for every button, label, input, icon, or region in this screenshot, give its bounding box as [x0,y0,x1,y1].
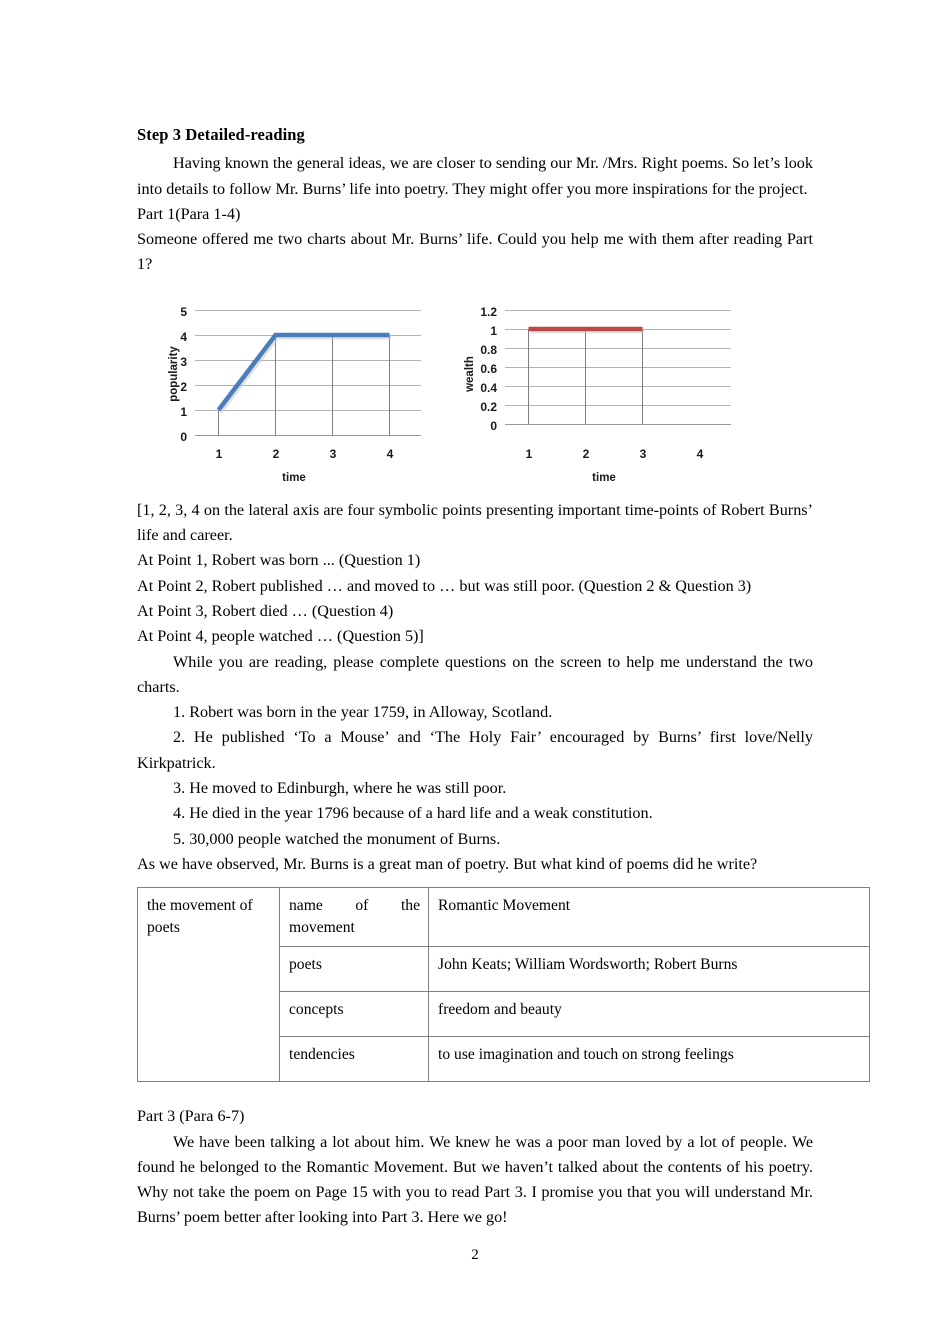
chart-wealth-ytick-0: 0 [490,418,497,433]
answer-item: 5. 30,000 people watched the monument of Burns. [173,829,501,848]
part3-paragraph: We have been talking a lot about him. We knew he was a poor man loved by a lot of people. We found he belonged to the Romantic Movement. But we haven’t talked about the contents of his poetry. Why not take the poem on Page 15 with you to read Part 3. I promise you that you will understand Mr. Burns’ poem better after looking into Part 3. Here we go! [137,1132,813,1227]
table-value-name-of-movement: Romantic Movement [429,888,870,947]
table-key-poets: poets [280,947,429,992]
chart-popularity [151,296,436,492]
table-value-concepts: freedom and beauty [429,992,870,1037]
page-number: 2 [471,1247,479,1263]
answer-item: 4. He died in the year 1796 because of a hard life and a weak constitution. [173,804,653,823]
chart-popularity-xtick-4: 4 [386,446,394,461]
charts-figure [137,296,813,492]
chart-wealth-ytick-0-6: 0.6 [480,361,497,376]
chart-popularity-xtick-3: 3 [329,446,337,461]
chart-wealth-ytick-0-8: 0.8 [480,342,497,357]
chart-popularity-xtick-2: 2 [272,446,280,461]
part3-label: Part 3 (Para 6-7) [137,1107,245,1126]
timeline-point: At Point 4, people watched … (Question 5)] [137,627,424,646]
chart-popularity-ytick-4: 4 [180,329,187,344]
part1-label: Part 1(Para 1-4) [137,204,241,223]
table-key-concepts: concepts [280,992,429,1037]
chart-popularity-ylabel: popularity [168,345,180,402]
page-title: Step 3 Detailed-reading [137,125,305,144]
part1-prompt: Someone offered me two charts about Mr. Burns’ life. Could you help me with them after reading Part 1? [137,230,813,274]
timeline-point: At Point 2, Robert published … and moved to … but was still poor. (Question 2 & Question 3) [137,576,752,595]
answer-item: 3. He moved to Edinburgh, where he was still poor. [173,779,507,798]
table-lead-in: As we have observed, Mr. Burns is a great man of poetry. But what kind of poems did he write? [137,854,758,873]
chart-popularity-ytick-5: 5 [180,304,187,319]
chart-popularity-ytick-1: 1 [180,404,187,419]
chart-wealth-ytick-1-2: 1.2 [480,304,497,319]
bracket-intro: [1, 2, 3, 4 on the lateral axis are four symbolic points presenting important time-points of Robert Burns’ life and career. [137,500,813,545]
chart-popularity-xtick-1: 1 [215,446,223,461]
table-key-tendencies: tendencies [280,1037,429,1082]
timeline-point: At Point 1, Robert was born ... (Question 1) [137,551,421,570]
document-content [137,124,813,1231]
chart-wealth-xtick-3: 3 [639,446,647,461]
chart-wealth-xtick-2: 2 [582,446,590,461]
chart-wealth-ytick-0-2: 0.2 [480,399,497,414]
table-key-name-of-movement: name of the movement [280,888,429,947]
table-value-tendencies: to use imagination and touch on strong feelings [429,1037,870,1082]
chart-popularity-ytick-0: 0 [180,429,187,444]
chart-wealth-xlabel: time [592,471,616,484]
chart-popularity-plot [195,310,421,438]
movement-table [137,887,870,1082]
intro-paragraph: Having known the general ideas, we are closer to sending our Mr. /Mrs. Right poems. So let’s look into details to follow Mr. Burns’ life into poetry. They might offer you more inspirations for the project. [137,154,813,198]
chart-popularity-xlabel: time [282,471,306,484]
timeline-points [137,548,813,649]
chart-wealth-ytick-1: 1 [490,323,497,338]
chart-popularity-ytick-2: 2 [180,379,187,394]
table-row-label: the movement of poets [138,888,280,1082]
answers-list [137,700,813,852]
table-row [138,888,870,947]
answer-item: 2. He published ‘To a Mouse’ and ‘The Holy Fair’ encouraged by Burns’ first love/Nelly Kirkpatrick. [137,728,813,772]
timeline-point: At Point 3, Robert died … (Question 4) [137,601,394,620]
answer-item: 1. Robert was born in the year 1759, in Alloway, Scotland. [173,703,553,722]
chart-wealth-plot [505,310,731,438]
table-value-poets: John Keats; William Wordsworth; Robert Burns [429,947,870,992]
chart-wealth [455,296,740,492]
spacer [137,1086,813,1104]
chart-wealth-xtick-1: 1 [525,446,533,461]
chart-wealth-ylabel: wealth [464,355,476,392]
chart-wealth-ytick-0-4: 0.4 [480,380,497,395]
chart-popularity-ytick-3: 3 [180,354,187,369]
instruction-paragraph: While you are reading, please complete questions on the screen to help me understand the two charts. [137,652,813,696]
chart-wealth-xtick-4: 4 [696,446,704,461]
